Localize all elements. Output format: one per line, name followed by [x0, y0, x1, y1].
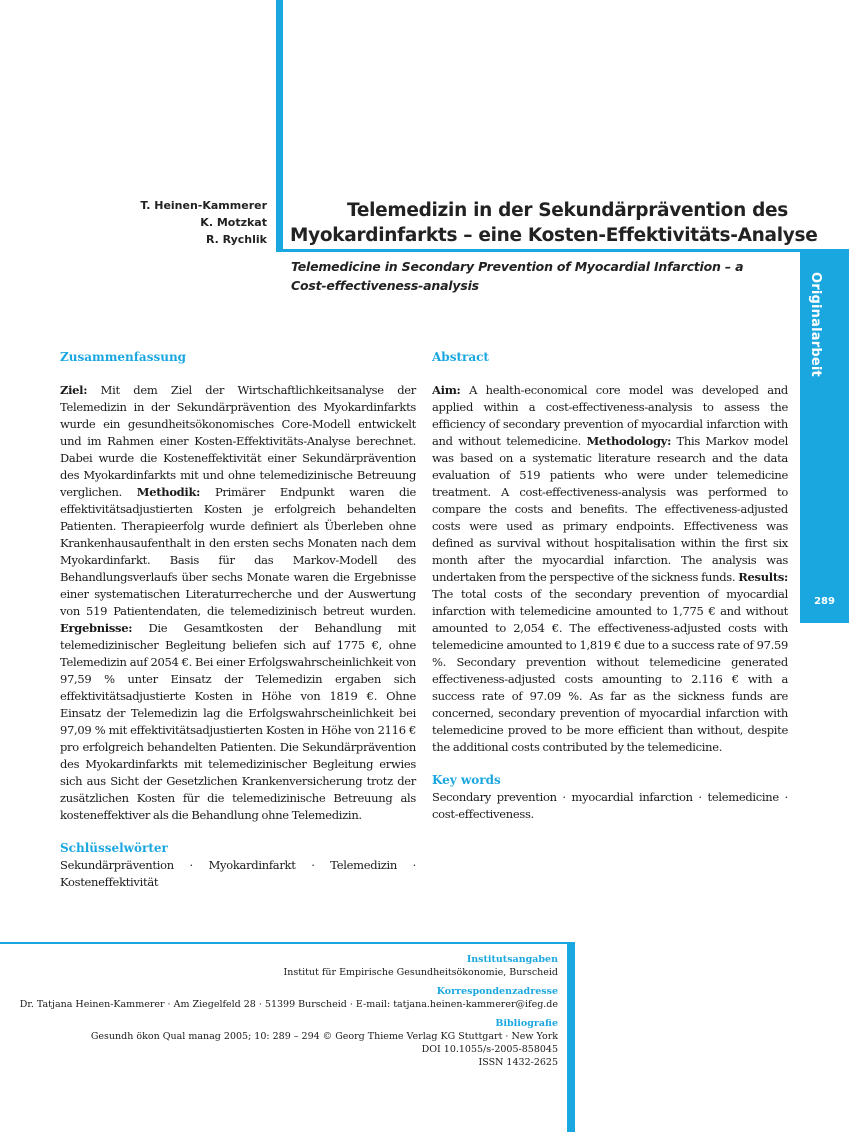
summary-heading: Zusammenfassung	[60, 350, 187, 364]
abstract-label-aim: Aim:	[432, 383, 461, 397]
bibliography-line: Gesundh ökon Qual manag 2005; 10: 289 – 294 © Georg Thieme Verlag KG Stuttgart · New York	[90, 1031, 558, 1042]
abstract-method-text: This Markov model was based on a systematic literature research and the data evaluation of 519 patients who were under telemedicine treatment. A cost-effectiveness-analysis was performed to compare the costs and benefits. The effectiveness-adjusted costs were used as primary endpoints. Effectiveness was defined as survival without hospitalisation within the first six month after the myocardial infarction. The analysis was undertaken from the perspective of the sickness funds.	[432, 434, 788, 584]
german-summary-column	[60, 349, 416, 891]
title-line: Telemedizin in der Sekundärprävention des	[346, 200, 788, 221]
summary-aim-text: Mit dem Ziel der Wirtschaftlichkeitsanalyse der Telemedizin in der Sekundärprävention des Myokardinfarkts wurde ein gesundheitsökonomisches Core-Modell entwickelt und im Rahmen einer Kosten-Effektivitäts-Analyse berechnet. Dabei wurde die Kosteneffektivität einer Sekundärprävention des Myokardinfarkts mit und ohne telemedizinische Betreuung verglichen.	[60, 383, 416, 499]
english-abstract-column	[432, 349, 788, 823]
institution-heading: Institutsangaben	[466, 954, 558, 965]
side-tab-label: Originalarbeit	[808, 272, 823, 377]
keywords-en: Secondary prevention · myocardial infarction · telemedicine · cost-effectiveness.	[432, 790, 788, 821]
abstract-label-results: Results:	[738, 570, 788, 584]
correspondence-text: Dr. Tatjana Heinen-Kammerer · Am Ziegelfeld 28 · 51399 Burscheid · E-mail: tatjana.heinen-kammerer@ifeg.de	[19, 999, 558, 1010]
author-name: R. Rychlik	[205, 233, 267, 246]
footer-accent-bar	[567, 942, 575, 1132]
footer-rule	[0, 942, 567, 944]
summary-label-aim: Ziel:	[60, 383, 88, 397]
bibliography-heading: Bibliografie	[495, 1018, 558, 1029]
doi-line: DOI 10.1055/s-2005-858045	[421, 1044, 558, 1055]
author-name: T. Heinen-Kammerer	[140, 199, 267, 212]
abstract-results-text: The total costs of the secondary prevention of myocardial infarction with telemedicine amounted to 1,775 € and without amounted to 2,054 €. The effectiveness-adjusted costs with telemedicine amounted to 1,819 € due to a success rate of 97.59 %. Secondary prevention without telemedicine generated effectiveness-adjusted costs amounting to 2.116 € with a success rate of 97.09 %. As far as the sickness funds are concerned, secondary prevention of myocardial infarction with telemedicine proved to be more efficient than without, despite the additional costs contributed by the telemedicine.	[432, 587, 788, 754]
title-line: Myokardinfarkts – eine Kosten-Effektivitäts-Analyse	[290, 225, 818, 246]
summary-method-text: Primärer Endpunkt waren die effektivitätsadjustierten Kosten je erfolgreich behandelten Patienten. Therapieerfolg wurde definiert als Überleben ohne Krankenhausaufenthalt in den ersten sechs Monaten nach dem Myokardinfarkt. Basis für das Markov-Modell des Behandlungsverlaufs über sechs Monate waren die Ergebnisse einer systematischen Literaturrecherche und der Auswertung von 519 Patientendaten, die telemedizinisch betreut wurden.	[60, 485, 417, 618]
abstract-text	[432, 382, 788, 756]
title-rule	[276, 249, 849, 252]
institution-text: Institut für Empirische Gesundheitsökonomie, Burscheid	[283, 967, 558, 978]
accent-bar-top	[276, 0, 283, 252]
author-list	[140, 197, 267, 248]
keywords-heading-en: Key words	[432, 773, 501, 787]
issn-line: ISSN 1432-2625	[478, 1057, 558, 1068]
keywords-heading-de: Schlüsselwörter	[60, 841, 168, 855]
article-subtitle: Telemedicine in Secondary Prevention of Myocardial Infarction – a Cost-effectiveness-analysis	[291, 259, 744, 293]
keywords-de: Sekundärprävention · Myokardinfarkt · Telemedizin · Kosteneffektivität	[60, 858, 416, 889]
summary-results-text: Die Gesamtkosten der Behandlung mit telemedizinischer Begleitung beliefen sich auf 1775 €, ohne Telemedizin auf 2054 €. Bei einer Erfolgswahrscheinlichkeit von 97,59 % unter Einsatz der Telemedizin ergaben sich effektivitätsadjustierte Kosten in Höhe von 1819 €. Ohne Einsatz der Telemedizin lag die Erfolgswahrscheinlichkeit bei 97,09 % mit effektivitätsadjustierten Kosten in Höhe von 2116 € pro erfolgreich behandelten Patienten. Die Sekundärprävention des Myokardinfarkts mit telemedizinischer Begleitung erwies sich aus Sicht der Gesetzlichen Krankenversicherung trotz der zusätzlichen Kosten für die telemedizinische Betreuung als kosteneffektiver als die Behandlung ohne Telemedizin.	[60, 621, 416, 822]
abstract-heading: Abstract	[432, 350, 489, 364]
article-footer	[20, 953, 558, 1069]
article-title	[290, 198, 818, 248]
page-number: 289	[814, 596, 835, 607]
summary-label-results: Ergebnisse:	[60, 621, 133, 635]
abstract-aim-text: A health-economical core model was developed and applied within a cost-effectiveness-analysis to assess the efficiency of secondary prevention of myocardial infarction with and without telemedicine.	[432, 383, 788, 448]
summary-label-method: Methodik:	[136, 485, 201, 499]
abstract-label-method: Methodology:	[586, 434, 672, 448]
summary-text	[60, 382, 416, 824]
author-name: K. Motzkat	[200, 216, 267, 229]
correspondence-heading: Korrespondenzadresse	[436, 986, 558, 997]
